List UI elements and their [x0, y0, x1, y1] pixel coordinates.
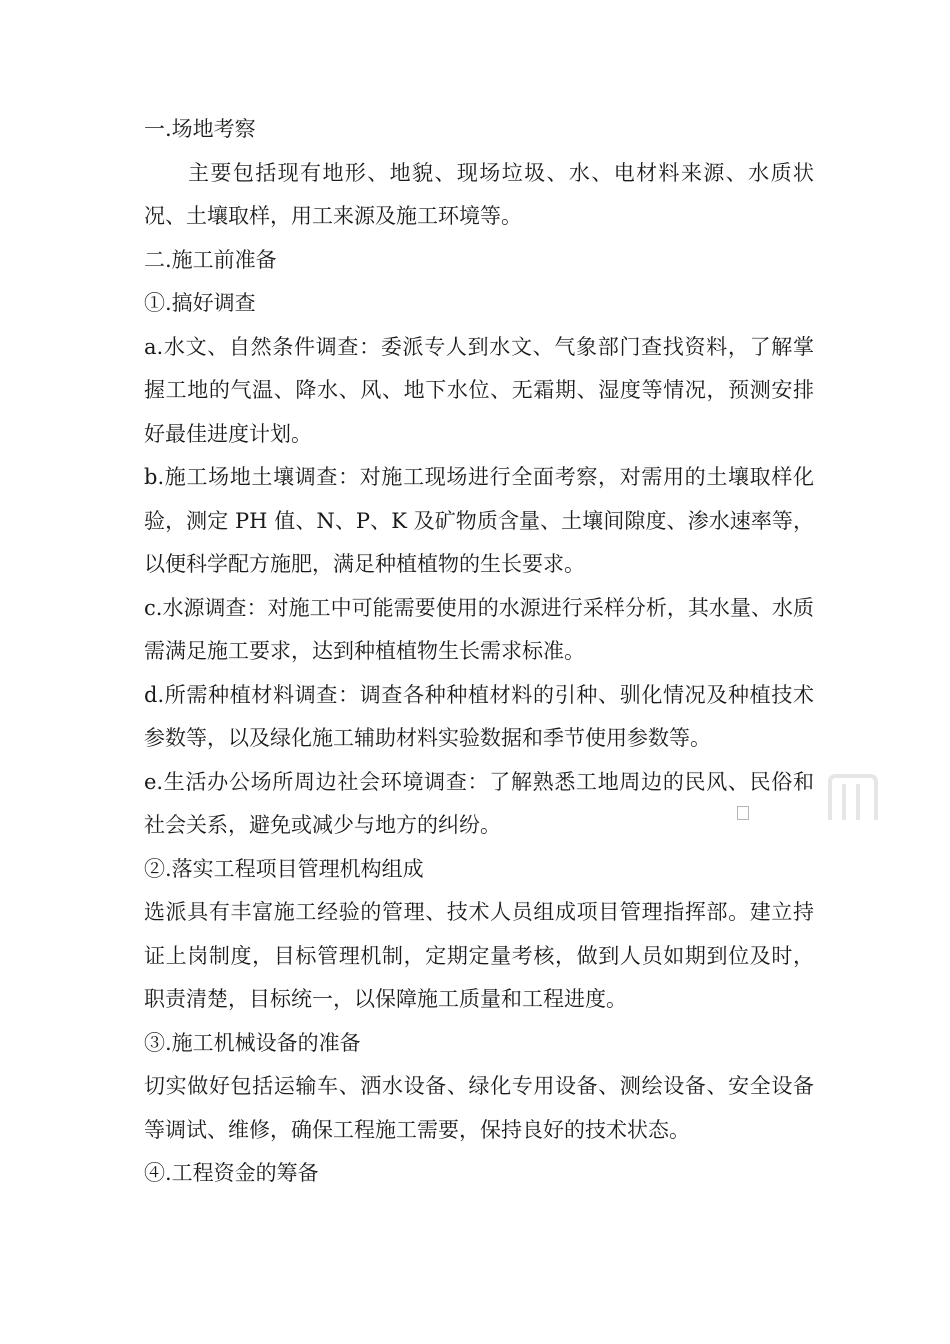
paragraph-social-environment: e.生活办公场所周边社会环境调查：了解熟悉工地周边的民风、民俗和社会关系，避免或减少与地方的纠纷。 [144, 769, 814, 837]
subheading-machinery: ③.施工机械设备的准备 [144, 1030, 361, 1055]
heading-pre-construction: 二.施工前准备 [144, 247, 277, 272]
paragraph-project-organization: 选派具有丰富施工经验的管理、技术人员组成项目管理指挥部。建立持证上岗制度，目标管理机制，定期定量考核，做到人员如期到位及时，职责清楚，目标统一，以保障施工质量和工程进度。 [144, 900, 814, 1011]
subheading-project-organization: ②.落实工程项目管理机构组成 [144, 856, 424, 881]
m-logo-watermark-icon [826, 770, 880, 824]
paragraph-machinery: 切实做好包括运输车、洒水设备、绿化专用设备、测绘设备、安全设备等调试、维修，确保工程施工需要，保持良好的技术状态。 [144, 1074, 814, 1142]
paragraph-hydrology: a.水文、自然条件调查：委派专人到水文、气象部门查找资料，了解掌握工地的气温、降水、风、地下水位、无霜期、湿度等情况，预测安排好最佳进度计划。 [144, 334, 814, 446]
paragraph-site-survey: 主要包括现有地形、地貌、现场垃圾、水、电材料来源、水质状况、土壤取样，用工来源及施工环境等。 [144, 160, 814, 228]
heading-site-survey: 一.场地考察 [144, 117, 256, 141]
document-body [144, 108, 814, 1196]
subheading-funding: ④.工程资金的筹备 [144, 1161, 319, 1185]
subheading-investigation: ①.搞好调查 [144, 291, 256, 315]
paragraph-soil: b.施工场地土壤调查：对施工现场进行全面考察，对需用的土壤取样化验，测定 PH 值、N、P、K 及矿物质含量、土壤间隙度、渗水速率等，以便科学配方施肥，满足种植植物的生长要求。 [144, 465, 814, 576]
square-outline-icon [737, 806, 749, 820]
paragraph-water-source: c.水源调查：对施工中可能需要使用的水源进行采样分析，其水量、水质需满足施工要求，达到种植植物生长需求标准。 [144, 595, 814, 663]
paragraph-planting-material: d.所需种植材料调查：调查各种种植材料的引种、驯化情况及种植技术参数等，以及绿化施工辅助材料实验数据和季节使用参数等。 [144, 682, 814, 750]
